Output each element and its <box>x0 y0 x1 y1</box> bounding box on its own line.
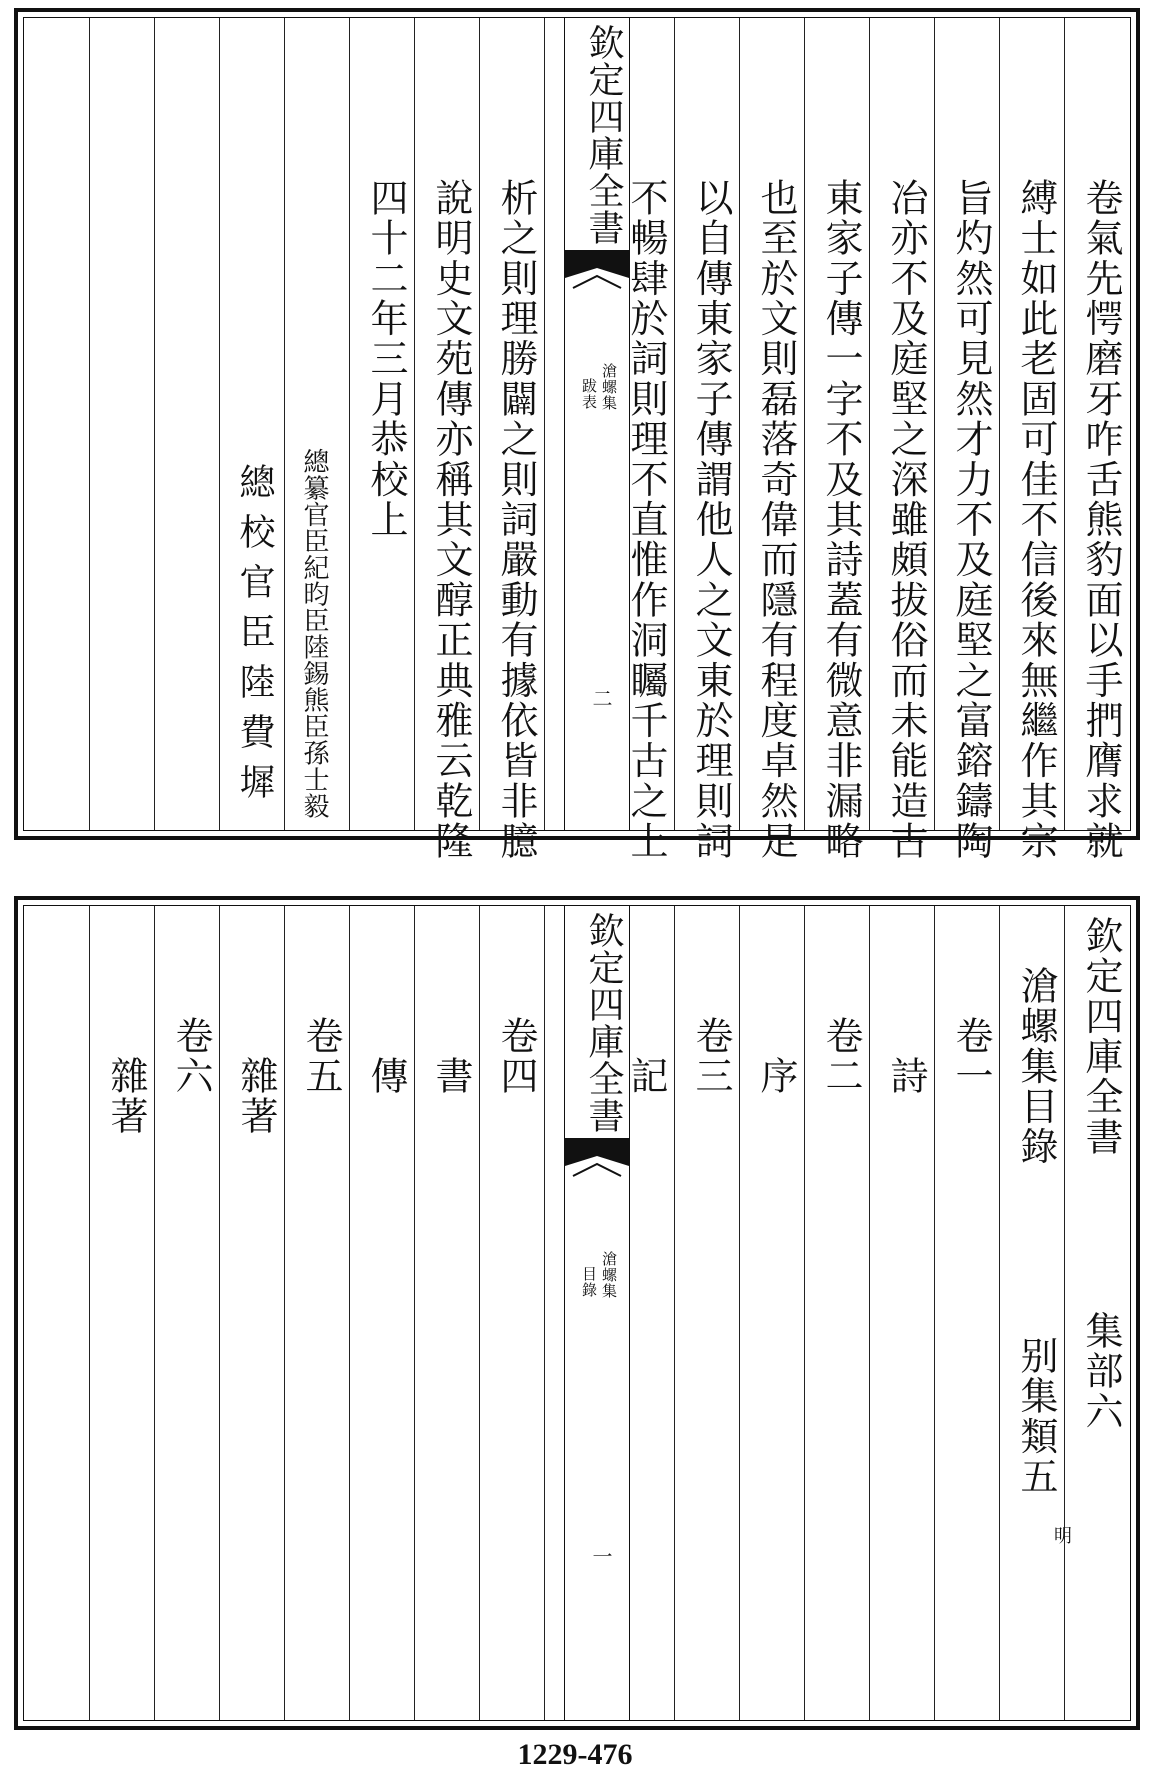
banner-book-name: 滄螺集 <box>600 363 618 411</box>
colophon-date: 四十二年三月恭校上 <box>364 178 408 540</box>
column-rule <box>1064 906 1065 1720</box>
text-column: 旨灼然可見然才力不及庭堅之富鎔鑄陶 <box>949 178 993 862</box>
text-column: 東家子傳一字不及其詩蓋有微意非漏略 <box>819 178 863 862</box>
center-banner <box>564 906 630 1720</box>
column-rule <box>999 906 1000 1720</box>
column-rule <box>219 18 220 830</box>
banner-folio: 一 <box>589 1546 613 1567</box>
bottom-page <box>14 896 1140 1730</box>
text-column: 以自傳東家子傳謂他人之文東於理則詞 <box>689 178 733 862</box>
volume-juan: 卷三 <box>689 1016 733 1097</box>
column-rule <box>544 906 545 1720</box>
column-rule <box>869 906 870 1720</box>
volume-content: 詩 <box>884 1056 928 1097</box>
column-rule <box>739 18 740 830</box>
volume-content: 雜著 <box>104 1056 148 1137</box>
text-column: 不暢肆於詞則理不直惟作洞矚千古之上 <box>624 178 668 862</box>
column-rule <box>89 18 90 830</box>
column-rule <box>544 18 545 830</box>
column-rule <box>804 18 805 830</box>
banner-folio: 二 <box>589 688 613 709</box>
header-title: 欽定四庫全書 <box>1079 916 1123 1158</box>
top-page-frame <box>23 17 1131 862</box>
banner-section: 跋表 <box>580 378 598 410</box>
column-rule <box>999 18 1000 830</box>
banner-title: 欽定四庫全書 <box>583 912 624 1134</box>
volume-content: 雜著 <box>234 1056 278 1137</box>
column-rule <box>479 18 480 830</box>
column-rule <box>219 906 220 1720</box>
column-rule <box>934 18 935 830</box>
volume-content: 序 <box>754 1056 798 1097</box>
banner-section: 目錄 <box>580 1266 598 1298</box>
text-column: 冶亦不及庭堅之深雖頗拔俗而未能造古 <box>884 178 928 862</box>
column-rule <box>284 18 285 830</box>
volume-juan: 卷五 <box>299 1016 343 1097</box>
column-rule <box>284 906 285 1720</box>
top-page <box>14 8 1140 862</box>
banner-title: 欽定四庫全書 <box>583 24 624 246</box>
column-rule <box>674 906 675 1720</box>
text-column: 卷氣先愕磨牙咋舌熊豹面以手捫膺求就 <box>1079 178 1123 862</box>
fishtail-mark-icon <box>565 1138 629 1178</box>
volume-juan: 卷二 <box>819 1016 863 1097</box>
column-rule <box>154 18 155 830</box>
column-rule <box>1064 18 1065 830</box>
classification: 别集類五 <box>1014 1336 1058 1497</box>
column-rule <box>349 906 350 1720</box>
volume-juan: 卷一 <box>949 1016 993 1097</box>
page-number: 1229-476 <box>517 1738 633 1771</box>
column-rule <box>414 18 415 830</box>
bottom-page-frame <box>23 905 1131 1721</box>
column-rule <box>89 906 90 1720</box>
catalog-title: 滄螺集目錄 <box>1014 966 1058 1167</box>
compilers-line: 總纂官臣紀昀臣陸錫熊臣孫士毅 <box>299 448 329 819</box>
column-rule <box>869 18 870 830</box>
text-column: 也至於文則磊落奇偉而隱有程度卓然足 <box>754 178 798 862</box>
column-rule <box>349 18 350 830</box>
text-column: 說明史文苑傳亦稱其文醇正典雅云乾隆 <box>429 178 473 862</box>
banner-book-name: 滄螺集 <box>600 1251 618 1299</box>
volume-juan: 卷六 <box>169 1016 213 1097</box>
volume-juan: 卷四 <box>494 1016 538 1097</box>
dynasty-mark: 明 <box>1051 1526 1072 1544</box>
column-rule <box>804 906 805 1720</box>
column-rule <box>934 906 935 1720</box>
volume-content: 傳 <box>364 1056 408 1097</box>
column-rule <box>414 906 415 1720</box>
text-column: 析之則理勝闢之則詞嚴動有據依皆非臆 <box>494 178 538 862</box>
column-rule <box>739 906 740 1720</box>
column-rule <box>479 906 480 1720</box>
text-column: 縛士如此老固可佳不信後來無繼作其宗 <box>1014 178 1058 862</box>
header-category: 集部六 <box>1079 1311 1123 1432</box>
volume-content: 記 <box>624 1056 668 1097</box>
volume-content: 書 <box>429 1056 473 1097</box>
column-rule <box>154 906 155 1720</box>
proofreader-line: 總校官臣陸費墀 <box>234 463 275 813</box>
column-rule <box>674 18 675 830</box>
